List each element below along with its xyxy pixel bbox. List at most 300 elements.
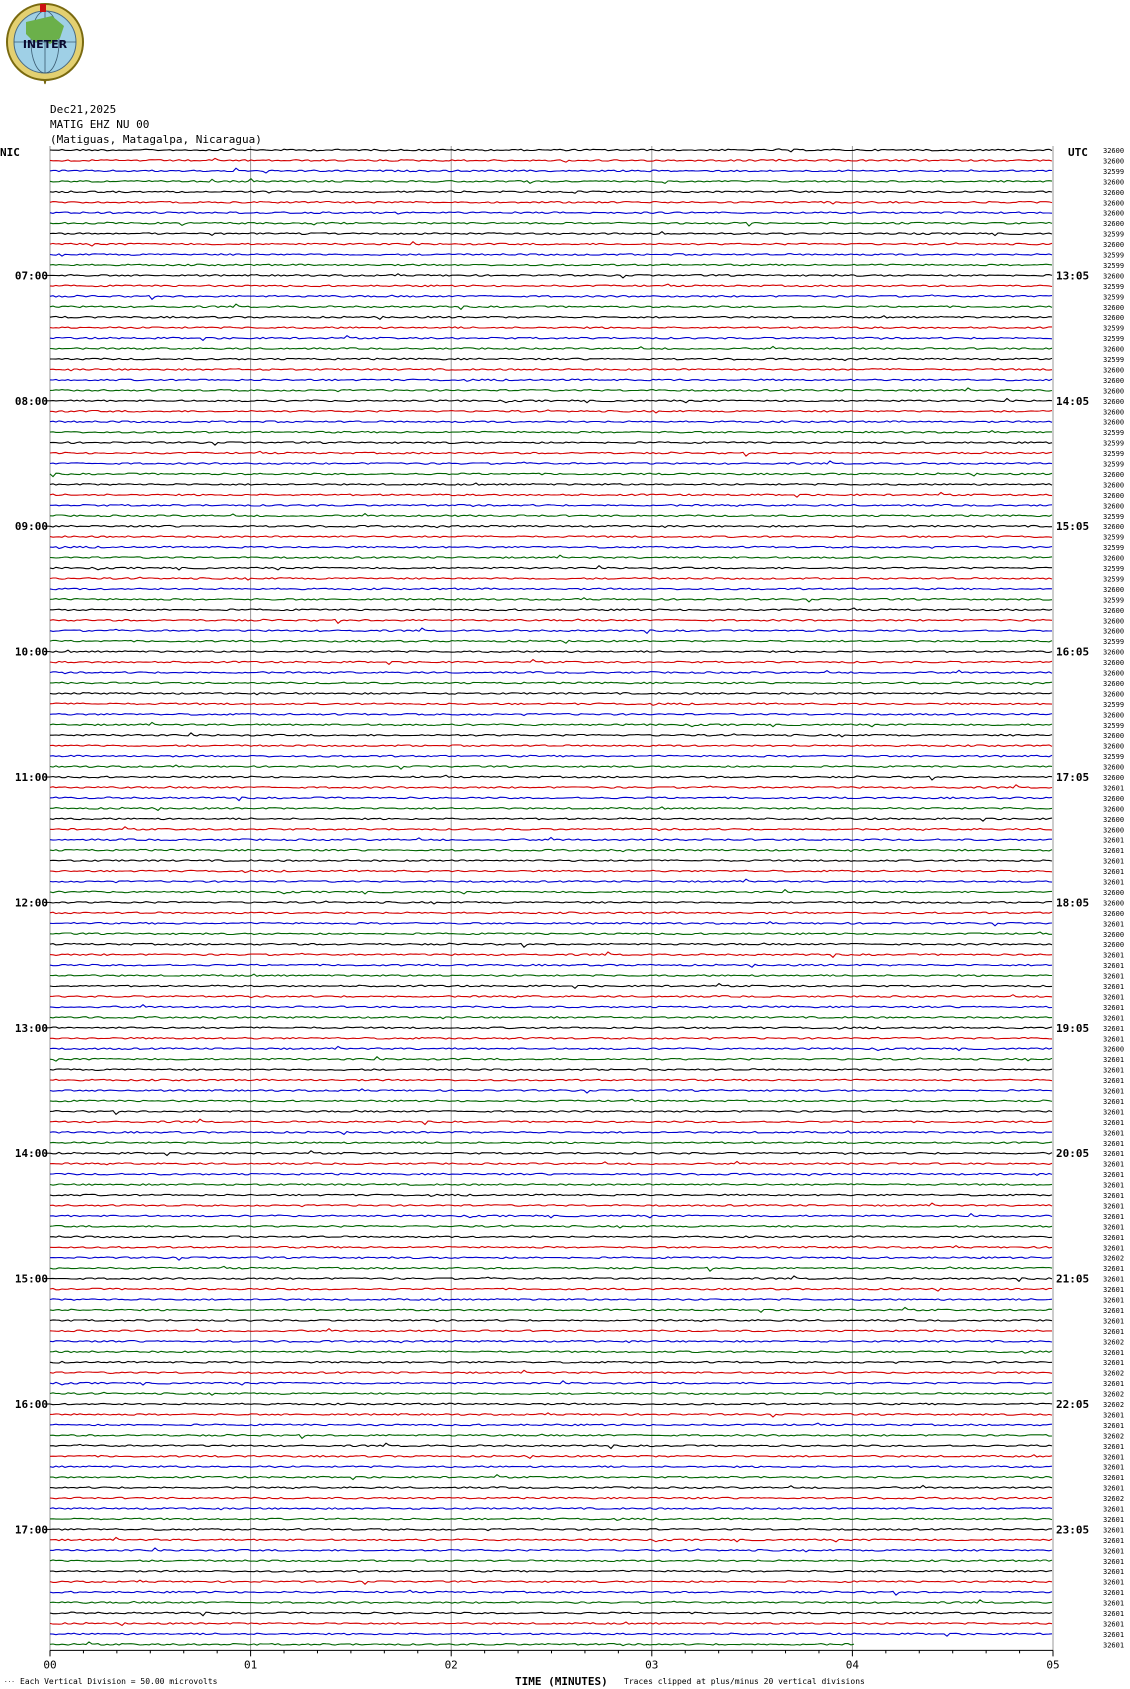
trace-offset-value: 32601 (1103, 1620, 1125, 1629)
trace-row (50, 1162, 1052, 1165)
trace-row (50, 1308, 1052, 1313)
trace-row (50, 1633, 1052, 1636)
station-code: MATIG EHZ NU 00 (50, 118, 150, 131)
trace-offset-value: 32600 (1103, 345, 1125, 354)
trace-row (50, 703, 1052, 705)
trace-offset-value: 32599 (1103, 512, 1125, 521)
trace-offset-value: 32600 (1103, 585, 1125, 594)
trace-offset-value: 32601 (1103, 868, 1125, 877)
trace-offset-value: 32600 (1103, 930, 1125, 939)
trace-row (50, 984, 1052, 989)
trace-offset-value: 32600 (1103, 669, 1125, 678)
trace-row (50, 1236, 1052, 1238)
left-hour-label: 07:00 (14, 269, 48, 283)
trace-offset-value: 32601 (1103, 784, 1125, 793)
trace-offset-value: 32600 (1103, 199, 1125, 208)
trace-offset-value: 32600 (1103, 188, 1125, 197)
trace-offset-value: 32601 (1103, 836, 1125, 845)
trace-row (50, 1466, 1052, 1468)
trace-offset-value: 32600 (1103, 774, 1125, 782)
trace-offset-value: 32600 (1103, 157, 1125, 166)
trace-row (50, 682, 1052, 684)
trace-offset-value: 32600 (1103, 815, 1125, 824)
trace-offset-value: 32601 (1103, 962, 1125, 971)
trace-offset-value: 32600 (1103, 648, 1125, 657)
trace-row (50, 860, 1052, 862)
trace-offset-value: 32599 (1103, 565, 1125, 573)
trace-row (50, 1351, 1052, 1353)
trace-offset-value: 32601 (1103, 1411, 1125, 1420)
trace-offset-value: 32600 (1103, 523, 1125, 532)
trace-row (50, 879, 1052, 883)
trace-row (50, 1194, 1052, 1196)
trace-row (50, 1560, 1052, 1562)
trace-row (50, 901, 1052, 904)
trace-offset-value: 32601 (1103, 1317, 1125, 1326)
trace-row (50, 1173, 1052, 1175)
left-hour-label: 16:00 (14, 1398, 48, 1411)
trace-row (50, 1184, 1052, 1186)
trace-row (50, 1038, 1052, 1040)
trace-row (50, 785, 1052, 788)
left-hour-label: 14:00 (14, 1147, 48, 1161)
gap-marker: ... (4, 1677, 15, 1684)
trace-offset-value: 32600 (1103, 209, 1125, 218)
trace-row (50, 1079, 1052, 1081)
right-hour-label: 22:05 (1056, 1398, 1090, 1411)
right-hour-label: 18:05 (1056, 896, 1090, 910)
trace-offset-value: 32600 (1103, 220, 1125, 229)
trace-row (50, 327, 1052, 329)
trace-row (50, 1434, 1052, 1438)
trace-offset-value: 32602 (1103, 1401, 1125, 1409)
trace-offset-value: 32601 (1103, 1181, 1125, 1190)
trace-row (50, 525, 1052, 527)
trace-offset-value: 32601 (1103, 1265, 1125, 1274)
trace-offset-value: 32599 (1103, 721, 1125, 730)
trace-row (50, 1017, 1052, 1019)
trace-row (50, 1600, 1052, 1603)
left-hour-label: 12:00 (14, 896, 48, 910)
x-tick-label: 03 (645, 1658, 659, 1672)
trace-offset-value: 32600 (1103, 376, 1125, 385)
trace-offset-value: 32601 (1103, 1421, 1125, 1430)
trace-offset-value: 32601 (1103, 857, 1125, 866)
trace-row (50, 1110, 1052, 1114)
trace-row (50, 451, 1052, 456)
trace-offset-value: 32600 (1103, 554, 1125, 563)
trace-rows (50, 149, 1052, 1646)
trace-row (50, 158, 1052, 162)
trace-offset-value: 32600 (1103, 418, 1125, 427)
trace-row (50, 399, 1052, 403)
trace-row (50, 295, 1052, 299)
trace-row (50, 1099, 1052, 1102)
trace-row (50, 179, 1052, 184)
trace-row (50, 640, 1052, 643)
trace-offset-value: 32600 (1103, 314, 1125, 323)
trace-offset-value: 32599 (1103, 251, 1125, 260)
trace-row (50, 461, 1052, 464)
trace-offset-value: 32601 (1103, 1610, 1125, 1618)
trace-offset-value: 32601 (1103, 1526, 1125, 1535)
x-tick-label: 05 (1046, 1658, 1060, 1672)
trace-offset-value: 32601 (1103, 1212, 1125, 1221)
trace-offset-value: 32601 (1103, 1380, 1125, 1389)
trace-offset-value: 32599 (1103, 282, 1125, 291)
trace-offset-value: 32602 (1103, 1432, 1125, 1441)
trace-row (50, 555, 1052, 558)
trace-row (50, 1529, 1052, 1531)
trace-offset-value: 32599 (1103, 575, 1125, 584)
trace-row (50, 202, 1052, 205)
logo-text: INETER (22, 38, 68, 51)
minute-gridlines (50, 146, 1053, 1656)
trace-offset-value: 32602 (1103, 1495, 1125, 1504)
trace-row (50, 388, 1052, 392)
trace-offset-value: 32601 (1103, 1087, 1125, 1096)
right-hour-label: 16:05 (1056, 645, 1090, 659)
trace-row (50, 304, 1052, 309)
trace-row (50, 536, 1052, 538)
trace-row (50, 1246, 1052, 1248)
left-hour-label: 17:00 (14, 1523, 48, 1537)
trace-offset-value: 32601 (1103, 951, 1125, 960)
trace-offset-value: 32601 (1103, 1108, 1125, 1117)
trace-offset-value: 32601 (1103, 1202, 1125, 1211)
trace-offset-value: 32601 (1103, 1547, 1125, 1556)
trace-row (50, 1455, 1052, 1459)
trace-offset-value: 32599 (1103, 261, 1125, 270)
trace-row (50, 1485, 1052, 1488)
trace-offset-value: 32599 (1103, 753, 1125, 762)
trace-offset-value: 32599 (1103, 700, 1125, 709)
trace-row (50, 168, 1052, 173)
trace-row (50, 890, 1052, 894)
left-hour-label: 13:00 (14, 1021, 48, 1035)
trace-row (50, 191, 1052, 194)
x-axis-title: TIME (MINUTES) (515, 1675, 608, 1688)
trace-row (50, 608, 1052, 611)
trace-offset-value: 32600 (1103, 481, 1125, 490)
trace-offset-value: 32600 (1103, 659, 1125, 668)
trace-row (50, 1203, 1052, 1207)
trace-offset-value: 32600 (1103, 941, 1125, 950)
left-hour-label: 09:00 (14, 520, 48, 534)
trace-offset-value: 32601 (1103, 1463, 1125, 1472)
trace-offset-value: 32601 (1103, 847, 1125, 856)
trace-offset-value: 32601 (1103, 1014, 1125, 1023)
trace-row (50, 566, 1052, 570)
trace-row (50, 149, 1052, 152)
trace-offset-value: 32600 (1103, 606, 1125, 615)
trace-row (50, 650, 1052, 652)
trace-row (50, 492, 1052, 497)
trace-offset-value: 32600 (1103, 387, 1125, 396)
trace-row (50, 1392, 1052, 1395)
trace-offset-value: 32600 (1103, 909, 1125, 918)
trace-row (50, 1443, 1052, 1448)
trace-row (50, 1005, 1052, 1008)
trace-offset-value: 32601 (1103, 1192, 1125, 1200)
trace-offset-value: 32600 (1103, 491, 1125, 500)
trace-row (50, 222, 1052, 226)
right-hour-label: 14:05 (1056, 394, 1090, 408)
trace-row (50, 1027, 1052, 1029)
left-hour-label: 08:00 (14, 394, 48, 408)
trace-row (50, 254, 1052, 256)
trace-row (50, 1570, 1052, 1572)
trace-row (50, 807, 1052, 811)
trace-row (50, 1475, 1052, 1480)
trace-row (50, 722, 1052, 726)
trace-row (50, 745, 1052, 747)
trace-row (50, 1214, 1052, 1218)
trace-row (50, 922, 1052, 926)
trace-offset-value: 32599 (1103, 638, 1125, 647)
trace-offset-value: 32601 (1103, 1296, 1125, 1305)
trace-row (50, 1119, 1052, 1124)
left-timezone-label: NIC (0, 146, 20, 159)
trace-row (50, 1142, 1052, 1144)
trace-row (50, 473, 1052, 477)
trace-row (50, 1069, 1052, 1071)
trace-row (50, 660, 1052, 665)
trace-offset-value: 32600 (1103, 178, 1125, 187)
trace-row (50, 1089, 1052, 1093)
trace-offset-value: 32600 (1103, 826, 1125, 835)
trace-offset-value: 32601 (1103, 1003, 1125, 1012)
trace-offset-value: 32601 (1103, 1150, 1125, 1159)
vertical-division-note: Each Vertical Division = 50.00 microvolts (20, 1677, 218, 1686)
trace-offset-value: 32600 (1103, 805, 1125, 814)
trace-offset-value: 32599 (1103, 230, 1125, 239)
trace-offset-value: 32600 (1103, 1045, 1125, 1054)
trace-offset-value: 32601 (1103, 1160, 1125, 1169)
trace-row (50, 1257, 1052, 1260)
x-tick-label: 04 (845, 1658, 860, 1672)
trace-offset-value: 32601 (1103, 878, 1125, 887)
trace-row (50, 838, 1052, 841)
trace-offset-value: 32601 (1103, 1484, 1125, 1493)
trace-offset-value: 32601 (1103, 1097, 1125, 1106)
trace-offset-value: 32600 (1103, 627, 1125, 636)
trace-row (50, 1151, 1052, 1156)
trace-row (50, 336, 1052, 341)
trace-row (50, 1590, 1052, 1595)
trace-row (50, 346, 1052, 349)
trace-offset-value: 32601 (1103, 1327, 1125, 1336)
trace-offset-value: 32601 (1103, 1515, 1125, 1524)
trace-offset-value: 32601 (1103, 1118, 1125, 1127)
trace-offset-value: 32599 (1103, 596, 1125, 605)
trace-row (50, 1518, 1052, 1520)
trace-offset-value: 32602 (1103, 1254, 1125, 1263)
trace-row (50, 1423, 1052, 1426)
trace-offset-value: 32599 (1103, 293, 1125, 302)
trace-offset-value: 32599 (1103, 450, 1125, 459)
trace-row (50, 619, 1052, 623)
trace-row (50, 1320, 1052, 1322)
trace-row (50, 212, 1052, 214)
trace-offset-value: 32601 (1103, 1578, 1125, 1587)
trace-row (50, 577, 1052, 580)
trace-offset-value: 32601 (1103, 1306, 1125, 1315)
trace-row (50, 1580, 1052, 1584)
trace-offset-value: 32601 (1103, 1453, 1125, 1462)
trace-row (50, 1298, 1052, 1300)
trace-offset-value: 32600 (1103, 397, 1125, 406)
left-hour-label: 11:00 (14, 771, 48, 784)
trace-offset-value: 32601 (1103, 1641, 1125, 1650)
trace-row (50, 264, 1052, 266)
trace-offset-value: 32601 (1103, 1223, 1125, 1232)
trace-offset-value: 32601 (1103, 1139, 1125, 1148)
trace-offset-value: 32600 (1103, 742, 1125, 751)
trace-offset-value: 32602 (1103, 1369, 1125, 1378)
trace-row (50, 964, 1052, 967)
trace-offset-value: 32599 (1103, 167, 1125, 176)
trace-offset-value: 32601 (1103, 1505, 1125, 1514)
right-timezone-label: UTC (1068, 146, 1088, 159)
x-tick-label: 02 (444, 1658, 458, 1672)
trace-row (50, 410, 1052, 413)
trace-offset-value: 32601 (1103, 1035, 1125, 1044)
right-hour-label: 20:05 (1056, 1147, 1090, 1161)
trace-row (50, 274, 1052, 278)
trace-offset-value: 32600 (1103, 763, 1125, 772)
trace-offset-value: 32599 (1103, 356, 1125, 364)
x-tick-label: 00 (43, 1658, 57, 1672)
right-hour-label: 17:05 (1056, 771, 1090, 784)
trace-row (50, 995, 1052, 998)
trace-offset-value: 32601 (1103, 1536, 1125, 1545)
trace-row (50, 358, 1052, 360)
trace-row (50, 1266, 1052, 1271)
trace-offset-value: 32601 (1103, 1557, 1125, 1566)
trace-row (50, 670, 1052, 673)
trace-offset-value: 32599 (1103, 544, 1125, 553)
x-tick-label: 01 (243, 1658, 258, 1672)
trace-offset-value: 32599 (1103, 429, 1125, 438)
trace-row (50, 588, 1052, 590)
trace-offset-value: 32601 (1103, 993, 1125, 1002)
trace-row (50, 849, 1052, 851)
trace-offset-value: 32601 (1103, 1442, 1125, 1451)
trace-row (50, 693, 1052, 695)
trace-row (50, 431, 1052, 433)
trace-row (50, 232, 1052, 236)
trace-offset-value: 32600 (1103, 366, 1125, 375)
trace-row (50, 1276, 1052, 1281)
trace-offset-value: 32602 (1103, 1390, 1125, 1399)
trace-row (50, 1497, 1052, 1499)
trace-offset-value: 32601 (1103, 983, 1125, 991)
trace-offset-value: 32601 (1103, 972, 1125, 981)
trace-row (50, 483, 1052, 485)
trace-offset-value: 32601 (1103, 1359, 1125, 1368)
trace-row (50, 1225, 1052, 1228)
trace-row (50, 1548, 1052, 1552)
trace-row (50, 818, 1052, 821)
trace-offset-value: 32601 (1103, 1568, 1125, 1577)
trace-row (50, 1381, 1052, 1385)
trace-offset-value: 32600 (1103, 470, 1125, 479)
trace-offset-value: 32601 (1103, 1244, 1125, 1253)
trace-row (50, 1361, 1052, 1363)
trace-row (50, 628, 1052, 633)
trace-row (50, 242, 1052, 246)
trace-row (50, 912, 1052, 914)
trace-offset-value: 32600 (1103, 732, 1125, 741)
clipping-note: Traces clipped at plus/minus 20 vertical divisions (624, 1677, 865, 1686)
trace-offset-value: 32600 (1103, 241, 1125, 250)
trace-row (50, 1131, 1052, 1135)
trace-row (50, 421, 1052, 423)
trace-offset-value: 32600 (1103, 617, 1125, 626)
trace-offset-value: 32601 (1103, 1233, 1125, 1242)
trace-row (50, 284, 1052, 287)
trace-row (50, 598, 1052, 602)
station-location: (Matiguas, Matagalpa, Nicaragua) (50, 133, 262, 146)
trace-row (50, 1538, 1052, 1542)
trace-offset-value: 32601 (1103, 1129, 1125, 1138)
trace-offset-value: 32600 (1103, 147, 1125, 155)
trace-offset-value: 32599 (1103, 335, 1125, 344)
trace-row (50, 755, 1052, 757)
trace-offset-value: 32599 (1103, 439, 1125, 448)
left-hour-label: 10:00 (14, 645, 48, 659)
trace-row (50, 369, 1052, 371)
trace-offset-value: 32601 (1103, 1348, 1125, 1357)
trace-offset-value: 32600 (1103, 888, 1125, 897)
trace-offset-value: 32600 (1103, 711, 1125, 720)
chart-date: Dec21,2025 (50, 103, 117, 116)
trace-row (50, 870, 1052, 872)
trace-offset-value: 32601 (1103, 1275, 1125, 1284)
trace-row (50, 775, 1052, 780)
trace-offset-value: 32599 (1103, 533, 1125, 542)
trace-offset-value: 32600 (1103, 303, 1125, 312)
trace-row (50, 733, 1052, 737)
trace-row (50, 1413, 1052, 1417)
trace-row (50, 1612, 1052, 1616)
trace-offset-value: 32600 (1103, 272, 1125, 281)
trace-row (50, 943, 1052, 947)
trace-row (50, 1341, 1052, 1343)
right-hour-label: 13:05 (1056, 269, 1090, 283)
right-hour-label: 19:05 (1056, 1021, 1090, 1035)
right-hour-label: 15:05 (1056, 520, 1090, 534)
trace-offset-value: 32602 (1103, 1338, 1125, 1347)
trace-offset-value: 32601 (1103, 1286, 1125, 1295)
trace-row (50, 505, 1052, 507)
trace-row (50, 1642, 854, 1646)
trace-offset-value: 32601 (1103, 1599, 1125, 1608)
trace-row (50, 797, 1052, 801)
trace-offset-value: 32599 (1103, 324, 1125, 333)
trace-offset-value: 32601 (1103, 1171, 1125, 1180)
trace-offset-value: 32601 (1103, 1474, 1125, 1483)
trace-offset-value: 32601 (1103, 1056, 1125, 1065)
trace-offset-value: 32600 (1103, 690, 1125, 699)
trace-offset-value: 32601 (1103, 1066, 1125, 1075)
axis-labels (4, 147, 1124, 1684)
right-hour-label: 23:05 (1056, 1523, 1090, 1537)
left-hour-label: 15:00 (14, 1272, 48, 1286)
trace-row (50, 1508, 1052, 1510)
trace-offset-value: 32600 (1103, 408, 1125, 417)
